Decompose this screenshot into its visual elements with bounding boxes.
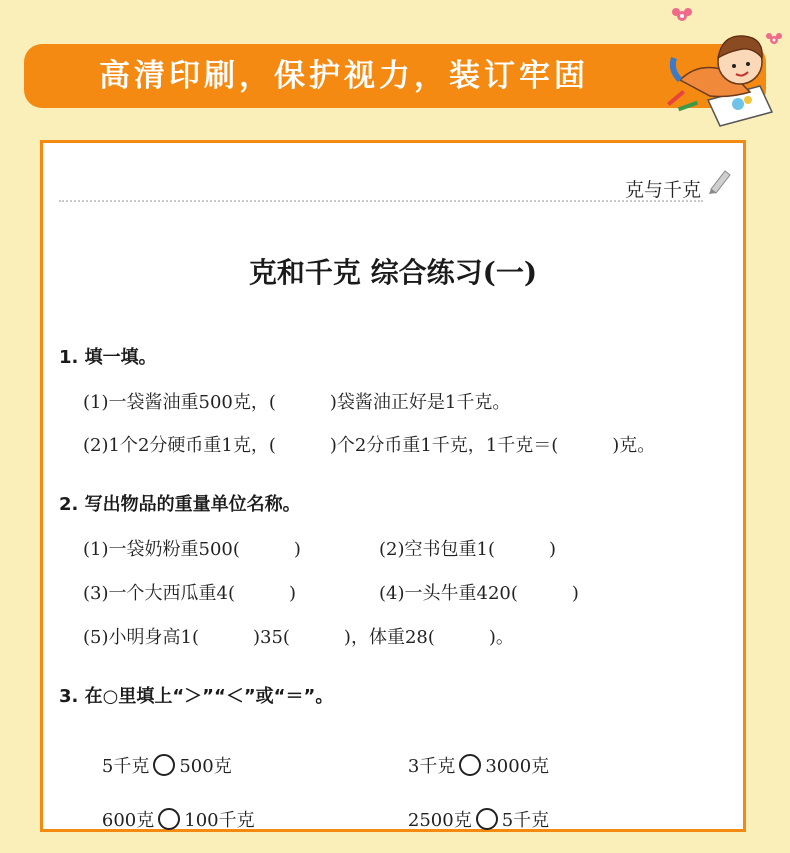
- compare-left: 2500克: [407, 810, 472, 831]
- circle-icon[interactable]: [153, 754, 175, 776]
- question-2-item: (5)小明身高1( )35( )，体重28( )。: [83, 627, 514, 648]
- pencil-icon: [705, 165, 733, 195]
- compare-left: 5千克: [101, 756, 150, 777]
- compare-right: 3000克: [485, 756, 550, 777]
- question-2-item: (2)空书包重1( ): [379, 539, 556, 560]
- flower-icon: [766, 33, 782, 44]
- circle-icon[interactable]: [459, 754, 481, 776]
- question-2-item: (1)一袋奶粉重500( ): [83, 539, 301, 560]
- child-drawing-icon: [640, 0, 790, 130]
- flower-icon: [672, 8, 692, 21]
- question-2-item: (3)一个大西瓜重4( ): [83, 583, 296, 604]
- compare-left: 600克: [101, 810, 155, 831]
- dotted-divider: [59, 200, 703, 202]
- circle-icon[interactable]: [476, 808, 498, 830]
- worksheet-card: [40, 140, 746, 832]
- question-2-item: (4)一头牛重420( ): [379, 583, 579, 604]
- compare-row: [79, 785, 255, 853]
- page-title: 克和千克 综合练习(一): [248, 256, 538, 289]
- question-1-heading: 1. 填一填。: [59, 347, 157, 368]
- compare-row: [385, 785, 549, 853]
- banner-title: 高清印刷，保护视力，装订牢固: [99, 58, 589, 94]
- question-3-heading: 3. 在○里填上“＞”“＜”或“＝”。: [59, 686, 334, 707]
- topic-label: 克与千克: [624, 179, 701, 201]
- compare-right: 500克: [179, 756, 232, 777]
- compare-left: 3千克: [407, 756, 456, 777]
- question-2-heading: 2. 写出物品的重量单位名称。: [59, 494, 301, 515]
- circle-icon[interactable]: [158, 808, 180, 830]
- compare-right: 100千克: [184, 810, 255, 831]
- question-1-item: (2)1个2分硬币重1克，( )个2分币重1千克，1千克＝( )克。: [83, 435, 656, 456]
- question-1-item: (1)一袋酱油重500克，( )袋酱油正好是1千克。: [83, 392, 511, 413]
- compare-right: 5千克: [501, 810, 550, 831]
